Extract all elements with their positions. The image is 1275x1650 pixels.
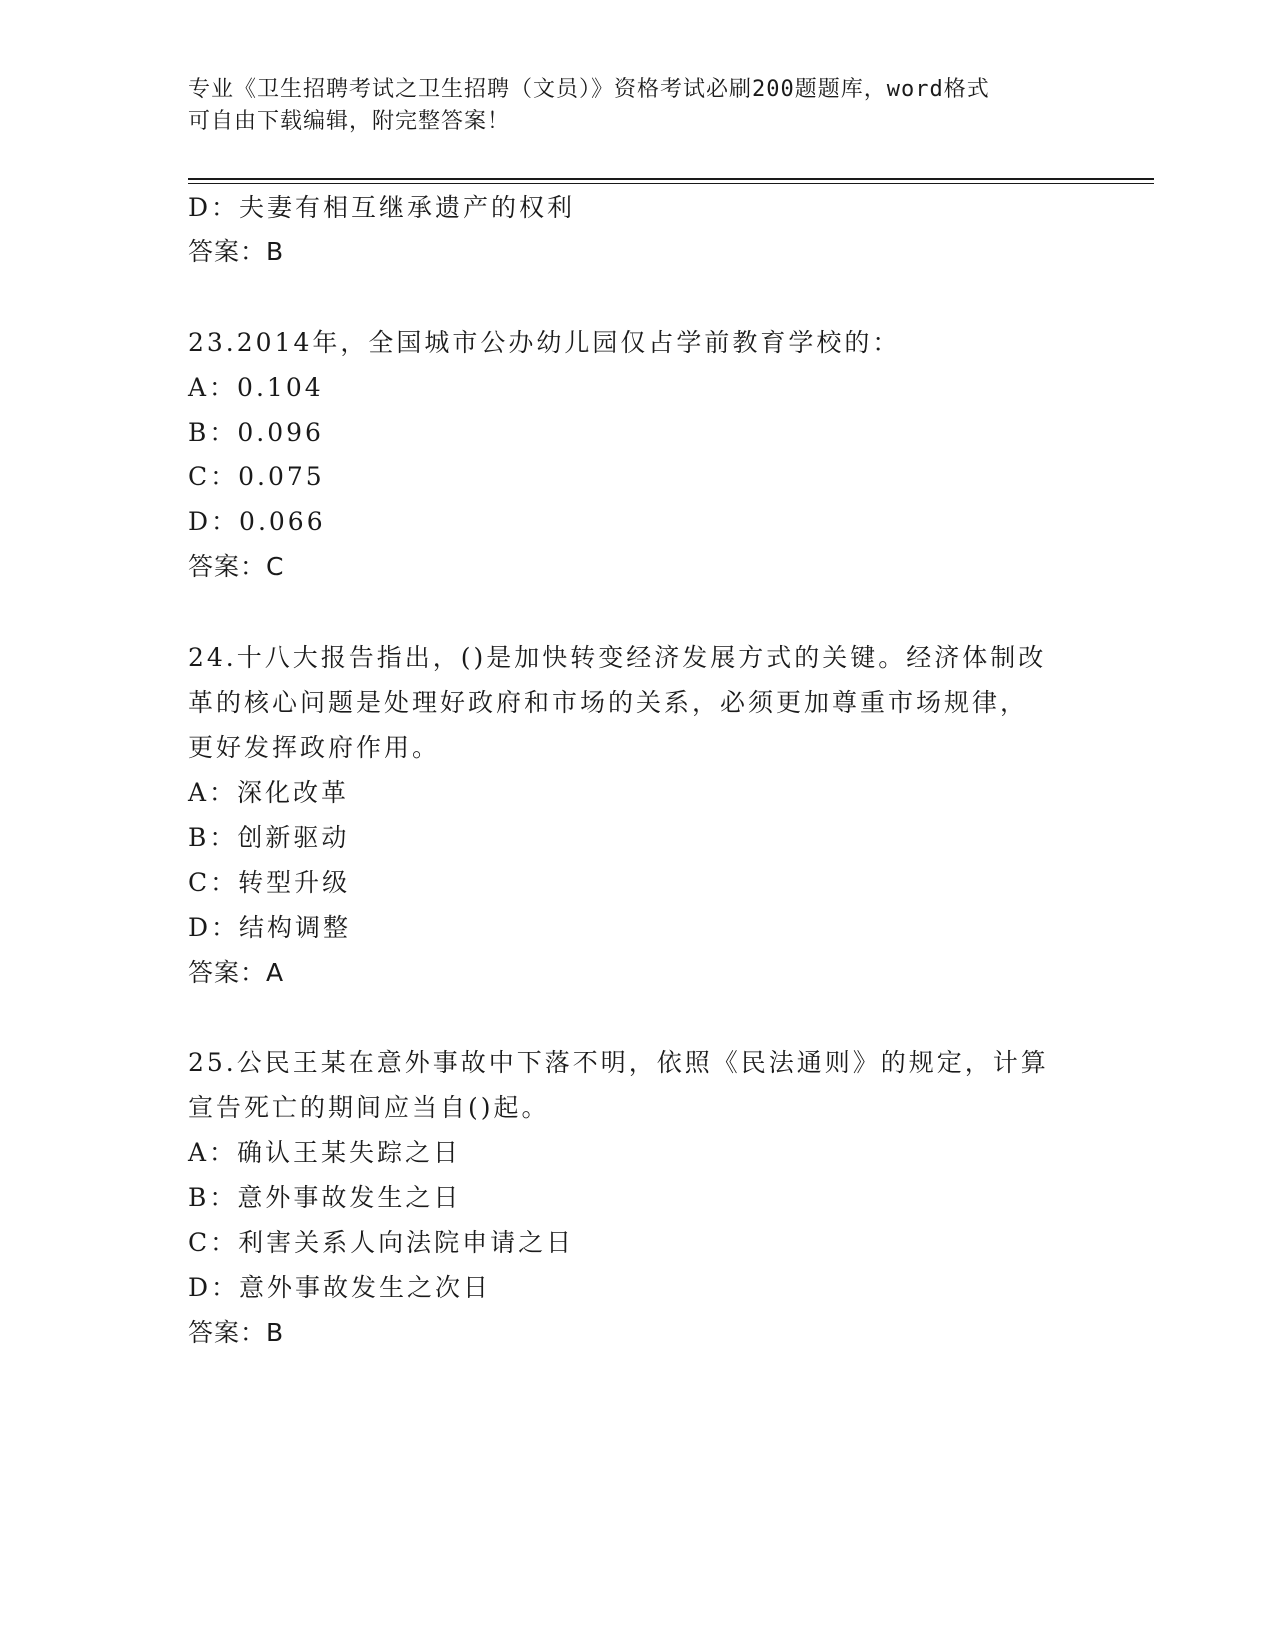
q24-stem-line-1: 24.十八大报告指出，()是加快转变经济发展方式的关键。经济体制改 <box>188 643 1047 672</box>
q24-option-c: C：转型升级 <box>188 868 351 897</box>
prev-answer: 答案：B <box>188 237 285 266</box>
q25-option-c: C：利害关系人向法院申请之日 <box>188 1228 575 1257</box>
prev-option-d: D：夫妻有相互继承遗产的权利 <box>188 193 576 222</box>
q23-stem: 23.2014年，全国城市公办幼儿园仅占学前教育学校的： <box>188 328 901 357</box>
q24-stem-line-2: 革的核心问题是处理好政府和市场的关系，必须更加尊重市场规律， <box>188 688 1029 717</box>
header-title-line-1: 专业《卫生招聘考试之卫生招聘（文员）》资格考试必刷200题题库，word格式 <box>188 77 990 102</box>
q24-stem-line-3: 更好发挥政府作用。 <box>188 733 441 762</box>
document-header <box>188 74 1068 138</box>
header-divider-thick <box>188 178 1154 180</box>
header-title-line-2: 可自由下载编辑，附完整答案！ <box>188 109 511 134</box>
q23-option-a: A：0.104 <box>188 373 324 402</box>
q25-stem-line-1: 25.公民王某在意外事故中下落不明，依照《民法通则》的规定，计算 <box>188 1048 1049 1077</box>
q23-option-c: C：0.075 <box>188 462 325 491</box>
header-divider-thin <box>188 183 1154 184</box>
q23-answer: 答案：C <box>188 552 285 581</box>
q25-option-d: D：意外事故发生之次日 <box>188 1273 492 1302</box>
q25-stem-line-2: 宣告死亡的期间应当自()起。 <box>188 1093 550 1122</box>
q24-option-a: A：深化改革 <box>188 778 350 807</box>
q25-option-a: A：确认王某失踪之日 <box>188 1138 462 1167</box>
q23-option-d: D：0.066 <box>188 507 326 536</box>
q24-answer: 答案：A <box>188 958 285 987</box>
q24-option-b: B：创新驱动 <box>188 823 350 852</box>
q25-answer: 答案：B <box>188 1318 285 1347</box>
q24-option-d: D：结构调整 <box>188 913 352 942</box>
q23-option-b: B：0.096 <box>188 418 324 447</box>
q25-option-b: B：意外事故发生之日 <box>188 1183 462 1212</box>
